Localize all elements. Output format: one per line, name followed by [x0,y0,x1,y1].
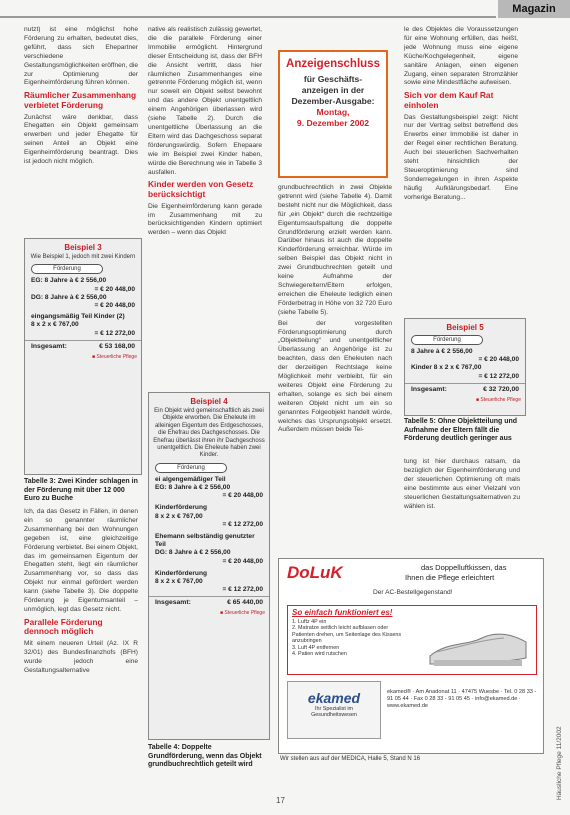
calc-result: = € 20 448,00 [478,356,519,364]
paragraph: tung ist hier durchaus ratsam, da bezüglich der Eigenheimförderung und der steuerlichen Optimierung oft mals eine bestimmte aus einer Vielzahl von steuerlichen Gestaltungsalternativen zu wählen ist. [404,458,520,510]
table-caption: Tabelle 3: Zwei Kinder schlagen in der Förderung mit über 12 000 Euro zu Buche [24,478,138,502]
calc-label: ei algengemäßiger Teil [155,475,226,483]
works-step: 1. Luftz 4P ein [292,619,327,625]
table-caption: Tabelle 5: Ohne Objektteilung und Aufnahme der Eltern fällt die Förderung deutlich geringer aus [404,418,518,442]
paragraph: Mit einem neueren Urteil (Az. IX R 32/01) des Bundesfinanzhofs (BFH) wurde jedoch eine Gestaltungsalternative [24,640,138,674]
ekamed-subtitle: Ihr Spezialist im Gesundheitswesen [311,706,357,718]
works-step: 3. Luft 4P entfernen [292,644,340,651]
section-tag: Magazin [498,0,570,18]
example-box-4 [148,392,270,740]
foerderung-pill: Förderung [31,264,103,274]
total-label: Insgesamt: [31,342,67,350]
calc-total [149,596,269,608]
header-rule [0,16,496,18]
doluk-logo: DoLuK [287,563,343,582]
column-3 [278,184,392,552]
calc-label: DG: 8 Jahre à € 2 556,00 [31,293,107,301]
calc-result: = € 12 272,00 [222,586,263,594]
box-description: Ein Objekt wird gemeinschaftlich als zwei Objekte erworben. Die Eheleute im alleinigen Eigentum des Erdgeschosses, die Ehefrau des Dachgeschosses. Die Ehefrau überlässt ihren ihr Dachgeschoss unentgeltlich. Die Eheleute haben zwei Kinder. [153,408,265,459]
calc-total [405,383,525,395]
subheading: Räumlicher Zusammenhang verbietet Förderung [24,90,137,110]
subheading: Parallele Förderung dennoch möglich [24,616,103,637]
calc-label: Ehemann selbständig genutzter Teil [155,533,255,549]
subheading: Kinder werden von Gesetz berücksichtigt [148,179,254,199]
ad-line: anzeigen in der [301,85,365,95]
column-1-bottom [24,508,138,790]
example-box-3 [24,238,142,475]
calc-label: DG: 8 Jahre à € 2 556,00 [155,549,231,557]
works-step: 4. Patien wird rutschen [292,651,347,658]
total-label: Insgesamt: [411,385,447,393]
ad-tagline: Ihnen die Pflege erleichtert [405,573,495,582]
ekamed-logo: ekamed [307,690,361,706]
box-title: Beispiel 3 [64,243,102,252]
column-4-top [404,26,518,318]
ad-line: für Geschäfts- [303,74,363,84]
total-value: € 53 168,00 [99,342,135,350]
calc-result: = € 20 448,00 [94,285,135,293]
total-value: € 65 440,00 [227,599,263,607]
calc-label: 8 x 2 x € 767,00 [155,578,203,586]
calc-result: = € 12 272,00 [222,520,263,528]
box-title: Beispiel 4 [190,397,228,406]
column-2-top [148,26,262,386]
total-value: € 32 720,00 [483,385,519,393]
paragraph: Bei der vorgestellten Förderungsoptimierung durch „Objektteilung“ und unentgeltlicher Überlassung an Angehörige ist zu beachten, dass den Eheleuten nach der derzeitigen Rechtslage keine Möglichkeit mehr verbleibt, für ein weiteres Objekt eine Förderung zu erhalten, solange es sich bei einem weiteren Objekt nicht um ein so genanntes Folgeobjekt handelt würde, welches das Ursprungsobjekt ersetzt. Außerdem müssen beide Tei- [278,319,392,434]
calc-result: = € 12 272,00 [94,329,135,337]
calc-label: EG: 8 Jahre à € 2 556,00 [155,484,231,492]
calc-result: = € 20 448,00 [94,302,135,310]
paragraph: Die Eigenheimförderung kann gerade im Zusammenhang mit zu berücksichtigenden Kindern optimiert werden – wenn das Objekt [148,202,262,237]
ad-title: Anzeigenschluss [286,58,380,70]
ad-date: Montag, [316,107,350,117]
deadline-ad [278,50,388,178]
box-title: Beispiel 5 [446,323,484,332]
paragraph: grundbuchrechtlich in zwei Objekte getrennt wird (siehe Tabelle 4). Damit besteht nicht nur die Möglichkeit, dass für „ein Objekt“ durch die rechtzeitige Eigentumsaufspaltung die doppelte Grundförderung erzielt werden kann. Darüber hinaus ist auch die doppelte Kinderförderung erreichbar. Würde im selben Beispiel das Objekt nicht in zwei Grundbuchrechten geteilt und keine Aufnahme der Schwiegereltern/Eltern erfolgen, erreichen die Eheleute lediglich einen Förderbetrag in Höhe von 32 720 Euro (siehe Tabelle 5). [278,184,392,316]
works-step: 2. Matratze seitlich leicht aufblasen oder Patienten drehen, um Seitenlage des Kissens anzubringen [292,625,402,645]
page-number: 17 [276,796,285,805]
ad-line: Dezember-Ausgabe: [291,96,375,106]
cushion-illustration [426,612,530,670]
calc-label: 8 x 2 x € 767,00 [155,512,203,520]
subheading: Sich vor dem Kauf Rat einholen [404,90,494,110]
ad-date: 9. Dezember 2002 [296,118,370,128]
calc-result: = € 20 448,00 [222,492,263,500]
paragraph: nutzt) ist eine möglichst hohe Förderung zu erhalten, bedeutet dies, geführt, dass sich Ehepartner verschiedene Gestaltungsmöglichkeiten eröffnen, die zur Optimierung der Eigenheimförderung führen können. [24,26,138,87]
calc-label: 8 x 2 x € 767,00 [31,321,79,329]
calc-label: 8 Jahre à € 2 556,00 [411,348,473,355]
calc-label: Kinderförderung [155,504,208,512]
doluk-ad [278,558,544,754]
source-label: ■ Steuerliche Pflege [92,353,137,360]
calc-label: EG: 8 Jahre à € 2 556,00 [31,277,107,285]
paragraph: Ich, da das Gesetz in Fällen, in denen ein so genannter räumlicher Zusammenhang bei den Wohnungen gegeben ist, eine gleichzeitige Förderung verbietet. Bei einem Objekt, das im gemeinsamen Eigentum der Ehegatten steht, liegt ein räumlicher Zusammenhang vor, so dass das Objekt nur einmal gefördert werden kann (siehe Tabelle 3). Die doppelte Förderung je Eigentumsanteil – unmöglich, legt das Gesetz nicht. [24,508,138,613]
paragraph: Das Gestaltungsbeispiel zeigt: Nicht nur der Vertrag selbst betreffend des Erwerbs einer Immobilie ist daher in der Regel einer rechtlichen Beratung. Auch bei steuerlichen Sachverhalten steht hinsichtlich der Steueroptimierung sind Sonderregelungen in ihren Aspekte häufig Aufklärungsbedarf. Eine vorherige Beratung... [404,113,518,201]
foerderung-pill: Förderung [155,463,227,473]
calc-label: eingangsmäßig Teil Kinder (2) [31,313,125,321]
contact-info: ekamed® · Am Anadonat 11 · 47475 Wuesbe · Tel. 0 28 33 - 91 05 44 · Fax 0 28 33 - 91 05 45 · info@ekamed.de · www.ekamed.de [387,689,537,709]
foerderung-pill: Förderung [411,335,483,345]
paragraph: le des Objektes die Voraussetzungen für eine Wohnung erfüllen, das heißt, jede Wohnung muss eine eigene Küche/Kochgelegenheit, eigene sanitäre Anlagen, einen eigenen Zugang, einen separaten Stromzähler sowie eine Mindestfläche aufweisen. [404,26,518,87]
column-1-top [24,26,138,240]
ad-footer: Wir stellen aus auf der MEDICA, Halle 5, Stand N 16 [280,756,421,762]
calc-label: Kinderförderung [155,569,208,577]
paragraph: native als realistisch zulässig gewertet, die die parallele Förderung einer Immobilie ermöglicht. Hintergrund dieser Entscheidung ist, dass der BFH die Ansicht vertritt, dass hier räumlichen Zusammenhanges eine getrennte Förderung möglich ist, wenn nur soweit ein Objekt selbst bewohnt und das andere Objekt unentgeltlich einem Angehörigen überlassen wird (siehe Tabelle 2). Durch die unentgeltliche Überlassung an die Eltern wird das Dachgeschoss separat förderungswürdig. Sofern Ehepaare wie im Beispiel zwei Kinder haben, würde die Berechnung wie in Tabelle 3 ausfallen. [148,26,262,176]
total-label: Insgesamt: [155,599,191,607]
source-label: ■ Steuerliche Pflege [220,610,265,617]
ad-tagline: das Doppelluftkissen, das [421,563,507,572]
example-box-5 [404,318,526,416]
how-it-works-box [287,605,537,675]
ekamed-logo-box [287,681,381,739]
table-caption: Tabelle 4: Doppelte Grundförderung, wenn das Objekt grundbuchrechtlich geteilt wird [148,744,262,768]
calc-label: Kinder 8 x 2 x € 767,00 [411,364,482,372]
source-label: ■ Steuerliche Pflege [476,396,521,403]
paragraph: Zunächst wäre denkbar, dass Ehegatten ein Objekt gemeinsam erwerben und jeder Ehegatte für seinen Anteil an Objekt eine Eigenheimförderung beantragt. Dies ist jedoch nicht möglich. [24,113,138,166]
calc-result: = € 12 272,00 [478,372,519,380]
vertical-note: Häusliche Pflege 11/2002 [556,726,563,800]
ad-tagline: Der AC-Bestellgegenstand! [373,589,453,596]
works-title: So einfach funktioniert es! [292,608,393,617]
box-description: Wie Beispiel 1, jedoch mit zwei Kindern [30,254,136,260]
column-4-bottom [404,458,520,550]
calc-total [25,340,141,352]
calc-result: = € 20 448,00 [222,557,263,565]
